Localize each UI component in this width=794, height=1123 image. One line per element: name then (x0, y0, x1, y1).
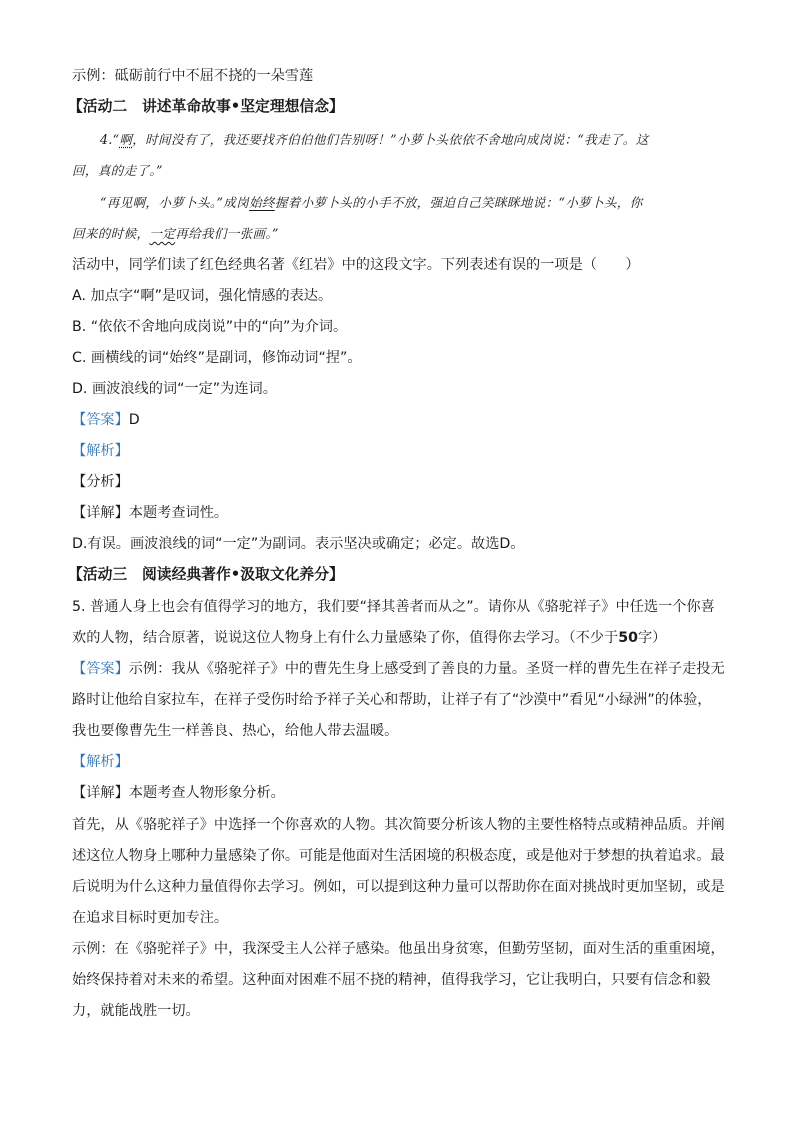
q4-option-b: B. “依依不舍地向成岗说”中的“向”为介词。 (72, 319, 348, 335)
q4-answer (72, 410, 140, 430)
q5-body-line-3: 后说明为什么这种力量值得你去学习。例如，可以提到这种力量可以帮助你在面对挑战时更加坚韧，或是 (72, 879, 725, 895)
q4-stem: 活动中，同学们读了红色经典名著《红岩》中的这段文字。下列表述有误的一项是（ ） (72, 257, 640, 273)
q4-passage-line-2: 回，真的走了。” (72, 163, 163, 178)
detail-tag: 【详解】 (72, 505, 129, 521)
q5-stem2-b: 字） (637, 630, 667, 646)
q5-body-line-1: 首先，从《骆驼祥子》中选择一个你喜欢的人物。其次简要分析该人物的主要性格特点或精神品质。并阐 (72, 817, 725, 833)
wavy-underlined-word: 一定 (149, 226, 176, 241)
q4-p1-b: ，时间没有了，我还要找齐伯伯他们告别呀！”小萝卜头依依不舍地向成岗说：“我走了。这 (132, 132, 649, 147)
q4-conclusion: D.有误。画波浪线的词“一定”为副词。表示坚决或确定；必定。故选D。 (72, 536, 525, 552)
q5-stem-line-2 (72, 628, 666, 648)
q5-analysis-tag: 【解析】 (72, 754, 129, 770)
activity3-heading: 【活动三 阅读经典著作•汲取文化养分】 (68, 566, 344, 583)
answer-text-1: 示例：我从《骆驼祥子》中的曹先生身上感受到了善良的力量。圣贤一样的曹先生在祥子走投无 (128, 661, 725, 677)
q5-body-line-2: 述这位人物身上哪种力量感染了你。可能是他面对生活困境的积极态度，或是他对于梦想的执着追求。最 (72, 848, 725, 864)
q4-p3-b: 握着小萝卜头的小手不放，强迫自己笑眯眯地说：“小萝卜头，你 (274, 195, 643, 210)
q5-detail (72, 783, 285, 803)
q5-stem-line-1: 5. 普通人身上也会有值得学习的地方，我们要“择其善者而从之”。请你从《骆驼祥子》中任选一个你喜 (72, 599, 715, 615)
dotted-word: 啊 (119, 132, 133, 147)
q4-p3-a: “再见啊，小萝卜头。”成岗 (100, 195, 250, 210)
q4-option-c: C. 画横线的词“始终”是副词，修饰动词“捏”。 (72, 350, 362, 366)
detail-tag: 【详解】 (72, 785, 129, 801)
detail-text: 本题考查词性。 (128, 505, 229, 521)
answer-tag: 【答案】 (72, 412, 129, 428)
q5-answer-line-1 (72, 659, 725, 679)
q5-example-line-1: 示例：在《骆驼祥子》中，我深受主人公祥子感染。他虽出身贫寒，但勤劳坚韧，面对生活的重重困境， (72, 941, 725, 957)
q5-word-count: 50 (618, 630, 638, 646)
q4-passage-line-3 (100, 193, 643, 213)
activity2-heading: 【活动二 讲述革命故事•坚定理想信念】 (68, 98, 344, 115)
answer-tag: 【答案】 (72, 661, 129, 677)
q5-example-line-2: 始终保持着对未来的希望。这种面对困难不屈不挠的精神，值得我学习，它让我明白，只要有信念和毅 (72, 972, 711, 988)
answer-value: D (128, 412, 140, 428)
q4-passage-line-1 (100, 130, 649, 150)
q4-detail (72, 503, 228, 523)
q4-analysis-tag: 【解析】 (72, 443, 129, 459)
q4-option-d: D. 画波浪线的词“一定”为连词。 (72, 381, 277, 397)
q4-p1-a: 4.“ (100, 132, 120, 147)
q4-p4-a: 回来的时候， (72, 226, 150, 241)
q5-stem2-a: 欢的人物，结合原著，说说这位人物身上有什么力量感染了你，值得你去学习。（不少于 (72, 630, 619, 646)
q4-passage-line-4 (72, 224, 279, 244)
q4-option-a: A. 加点字“啊”是叹词，强化情感的表达。 (72, 288, 333, 304)
q4-p4-b: 再给我们一张画。” (175, 226, 279, 241)
q5-answer-line-2: 路时让他给自家拉车，在祥子受伤时给予祥子关心和帮助，让祥子有了“沙漠中”看见“小绿洲”的体验， (72, 692, 712, 708)
q5-body-line-4: 在追求目标时更加专注。 (72, 910, 229, 926)
underlined-word: 始终 (249, 195, 275, 210)
detail-text: 本题考查人物形象分析。 (128, 785, 285, 801)
example-line: 示例：砥砺前行中不屈不挠的一朵雪莲 (72, 68, 314, 84)
q5-example-line-3: 力，就能战胜一切。 (72, 1003, 200, 1019)
q5-answer-line-3: 我也要像曹先生一样善良、热心，给他人带去温暖。 (72, 723, 399, 739)
q4-fenxi: 【分析】 (72, 474, 129, 490)
